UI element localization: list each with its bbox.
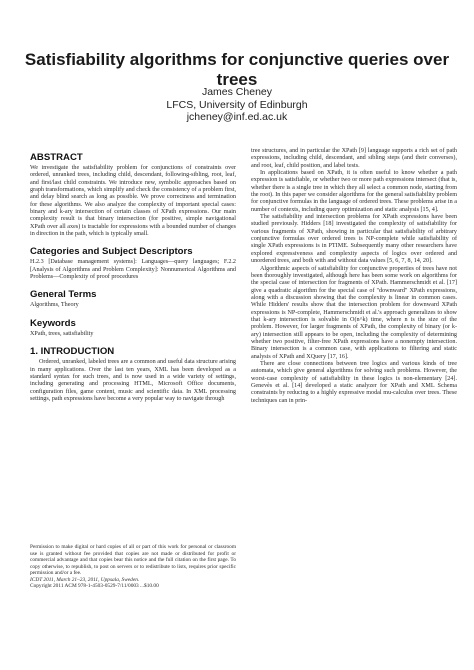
intro-paragraph-2: In applications based on XPath, it is often useful to know whether a path expression is satisfiable, or whether two or more path expressions intersect (that is, whether there is a single tree in which they all select a common node, starting from the root). In this paper we consider algorithms for the general satisfiability problem for conjunctive formulas in the language of ordered trees. These problems arise in a number of contexts, including query optimization and static analysis [15, 4]. (251, 170, 457, 213)
general-terms-heading: General Terms (30, 289, 97, 301)
left-column (30, 152, 236, 403)
author-block (20, 86, 454, 124)
permission-notice: Permission to make digital or hard copies of all or part of this work for personal or classroom use is granted without fee provided that copies are not made or distributed for profit or commercial advantage and that copies bear this notice and the full citation on the first page. To copy otherwise, to republish, to post on servers or to redistribute to lists, requires prior specific permission and/or a fee. (30, 544, 236, 576)
intro-paragraph-1: tree structures, and in particular the XPath [9] language supports a rich set of path expressions, including child, descendant, and sibling steps (and their converses), and root, leaf, child position, and label tests. (251, 148, 457, 169)
intro-paragraph-4: Algorithmic aspects of satisfiability for conjunctive properties of trees have not been thoroughly investigated, although here has been some work on algorithms for the special case of intersection for fragments of XPath. Hammerschmidt et al. [17] give a quadratic algorithm for the special case of "downward" XPath expressions, along with a discussion showing that the complexity is linear in common cases. While Hidders' results show that the intersection problem for downward XPath expressions is NP-complete, Hammerschmidt et al.'s approach generalizes to show that k-ary intersection is solvable in O(n^k) time, where n is the size of the problem. However, for larger fragments of XPath, the complexity of binary (or k-ary) intersection still appears to be open, including the complexity of determining whether two positive, filter-free XPath expressions have a nonempty intersection. Binary intersection is a common case, with applications to filtering and static analysis of XPath and XQuery [17, 16]. (251, 265, 457, 360)
keywords-heading: Keywords (30, 317, 76, 329)
abstract-heading: ABSTRACT (30, 152, 83, 163)
categories-text: H.2.3 [Database management systems]: Languages—query languages; F.2.2 [Analysis of Algorithms and Problem Complexity]: Nonnumerical Algorithms and Problems—Complexity of proof procedures (30, 259, 236, 281)
author-name: James Cheney (201, 86, 273, 98)
right-column (251, 148, 457, 405)
intro-paragraph-5: There are close connections between tree logics and various kinds of tree automata, which give general algorithms for solving such problems. However, the worst-case complexity of satisfiability in these logics is non-elementary [24]. Genevès et al. [14] developed a static analyzer for XPath and XML Schema constraints by reducing to a highly expressive modal mu-calculus over trees. These techniques can in prin- (251, 360, 457, 404)
introduction-text: Ordered, unranked, labeled trees are a common and useful data structure arising in many applications. Over the last ten years, XML has been developed as a standard syntax for such trees, and is now used in a wide variety of settings, including generating and processing HTML, Microsoft Office documents, configuration files, game content, music and scientific data. In XML processing settings, path expressions have become a very popular way to navigate through (30, 359, 236, 402)
keywords-text: XPath, trees, satisfiability (30, 330, 94, 337)
copyright-footnote (30, 544, 236, 590)
general-terms-text: Algorithms, Theory (30, 302, 79, 309)
author-email: jcheney@inf.ed.ac.uk (186, 111, 288, 123)
venue-line: ICDT 2011, March 21–23, 2011, Uppsala, Sweden. (30, 576, 140, 583)
introduction-heading: 1. INTRODUCTION (30, 346, 115, 358)
abstract-text: We investigate the satisfiability problem for conjunctions of constraints over ordered, unranked trees, including child, descendant, following-sibling, root, leaf, and first/last child constraints. We introduce new, symbolic approaches based on graph transformations, which simplify and check the consistency of a problem first, and delay blind search as long as possible. We prove correctness and termination for these algorithms. We also analyze the complexity of important special cases: binary and k-ary intersection of certain classes of XPath expressions. Our main complexity result is that binary intersection (for positive, simple navigational XPath over all axes) is tractable for expressions with a bounded number of changes in direction in the path, which is typically small. (30, 165, 236, 238)
intro-paragraph-3: The satisfiability and intersection problems for XPath expressions have been studied previously. Hidders [18] investigated the complexity of satisfiability for various fragments of XPath, showing in particular that satisfiability of arbitrary conjunctive formulas over ordered trees is NP-complete while satisfiability of single XPath expressions is in PTIME. Subsequently many other researchers have explored expressiveness and complexity aspects of logics over ordered and unordered trees, and both with and without data values [5, 6, 7, 8, 14, 20]. (251, 214, 457, 265)
author-affiliation: LFCS, University of Edinburgh (166, 98, 308, 111)
copyright-line: Copyright 2011 ACM 978-1-4503-0529-7/11/0003 ...$10.00 (30, 583, 159, 589)
paper-title: Satisfiability algorithms for conjunctive queries over trees (24, 50, 450, 89)
categories-heading: Categories and Subject Descriptors (30, 246, 193, 258)
